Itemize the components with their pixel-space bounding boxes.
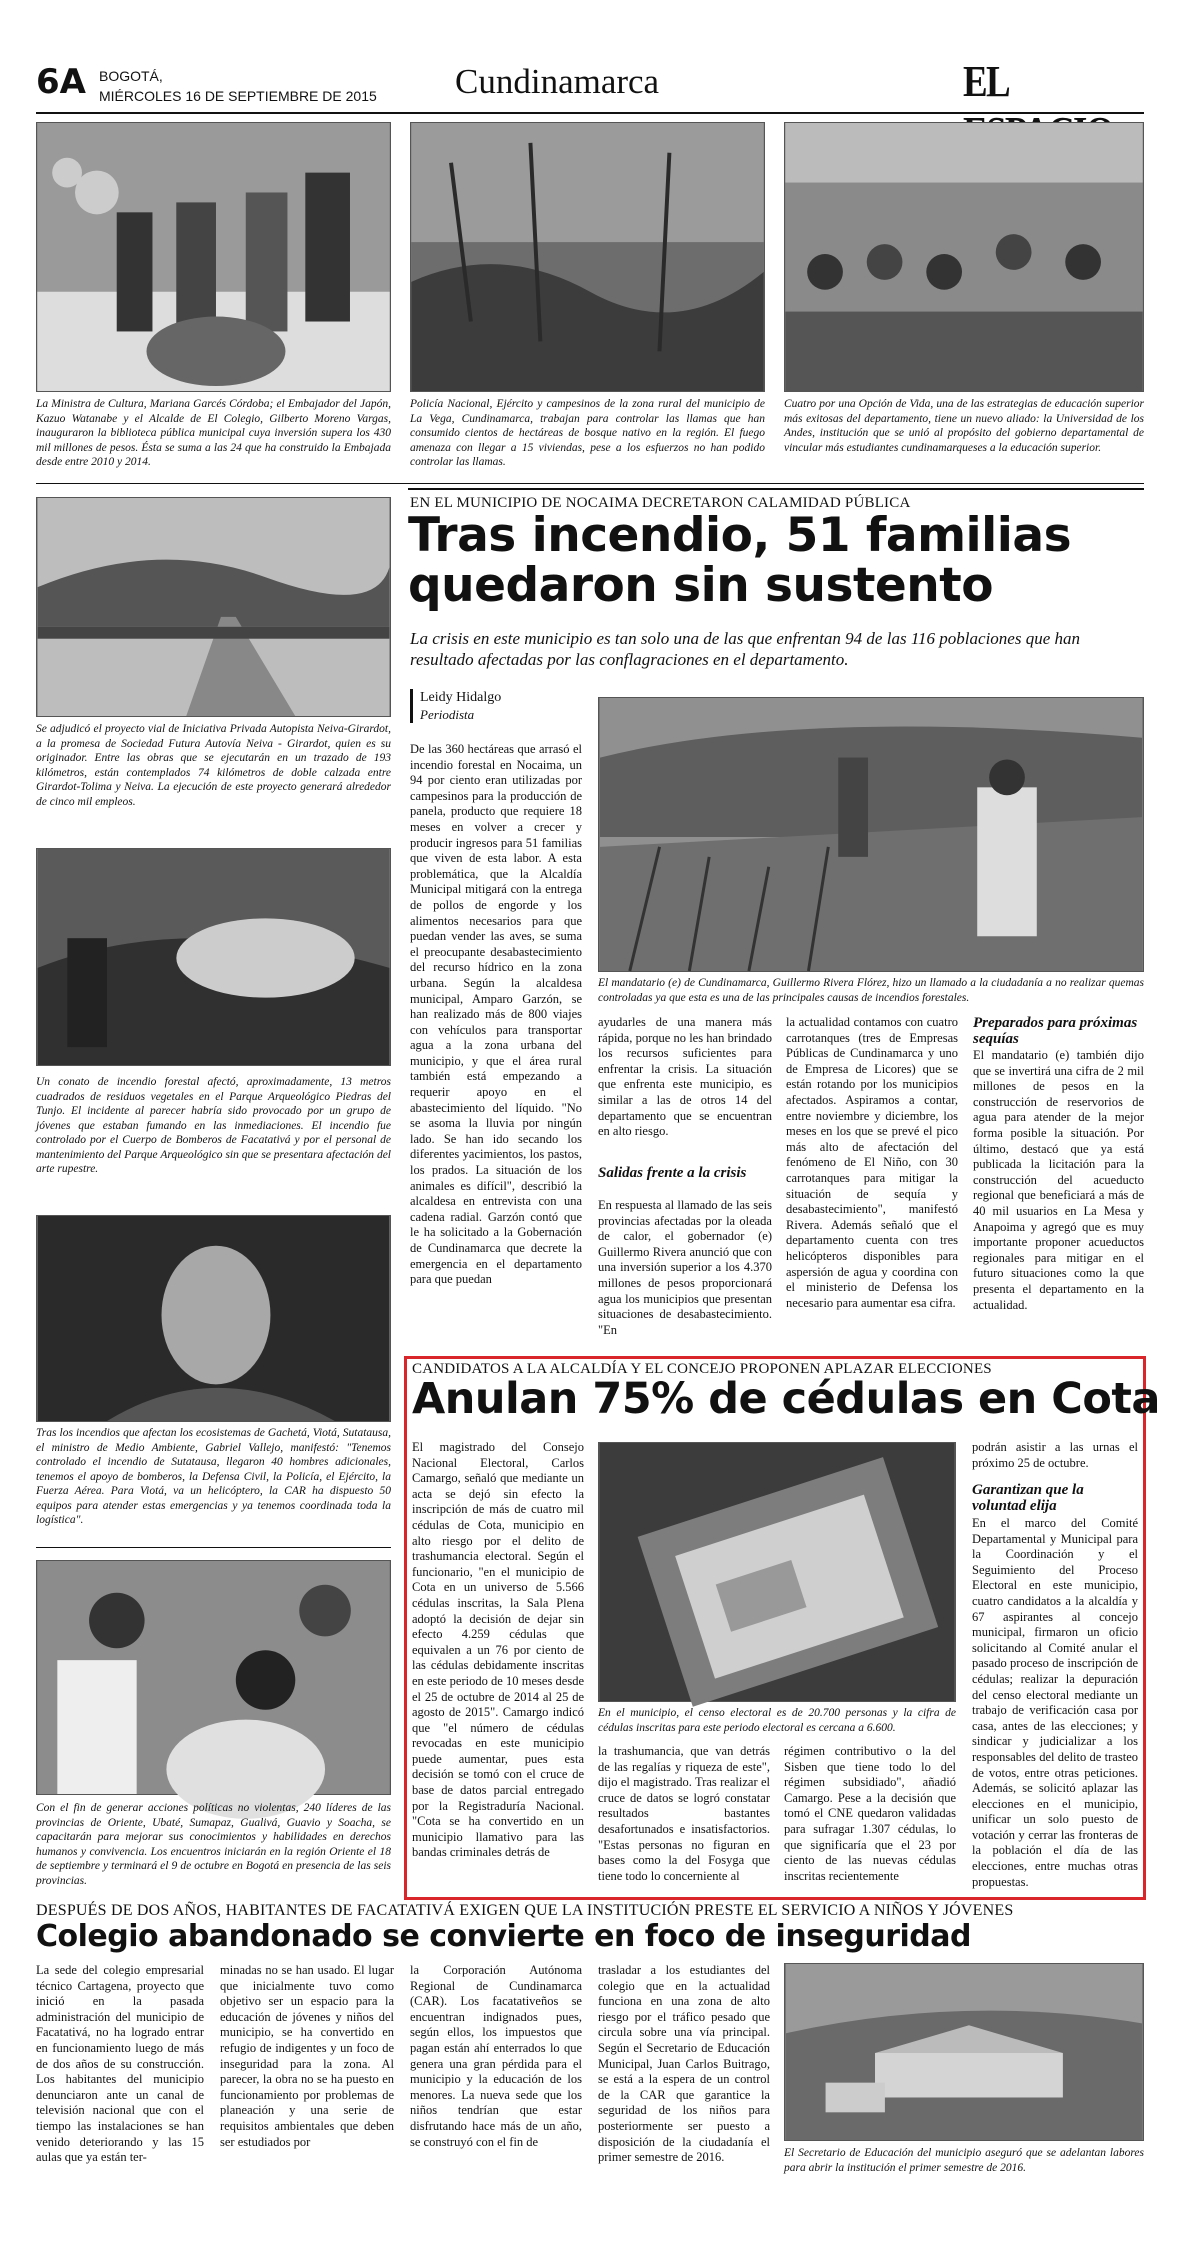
story1-headline-line1: Tras incendio, 51 familias [408,508,1072,563]
story1-col2: ayudarles de una manera más rápida, porque no les han brindado los recursos suficientes para enfrentar la crisis. La situación que enfrenta este municipio, es similar a las de otros 14 del departamento que se encuentran en alto riesgo. [598,1015,772,1139]
photo-forest-fire-lavega [410,122,765,392]
story1-col3: la actualidad contamos con cuatro carrotanques (tres de Empresas Públicas de Cundinamarca y uno de Empresa de Licores) que se están rotando por los municipios afectados. Aspiramos a contar, entre noviembre y diciembre, los meses en los que se prevé el pico más alto de afectación del fenómeno de El Niño, con 30 carrotanques para mitigar la situación de sequía y desabastecimiento", manifestó Rivera. Además señaló que el departamento cuenta con tres helicópteros disponibles para aspersión de agua y coordina con el ministerio de Defensa los necesario para aumentar esa cifra. [786,1015,958,1310]
story2-col3: régimen contributivo o la del Sisben que tiene todo lo del régimen subsidiado", añadió Camargo. Pese a la decisión que tomó el CNE quedaron validadas para sufragar 1.307 cédulas, lo que significaría que el 23 por ciento de las nuevas cédulas inscritas recientemente [784,1744,956,1883]
caption-andes: Cuatro por una Opción de Vida, una de las estrategias de educación superior más exitosas del departamento, tiene un nuevo aliado: la Universidad de los Andes, institución que se unió al propósito del gobierno departamental de vincular más estudiantes cundinamarqueses a la educación superior. [784,398,1144,454]
story3-col4: trasladar a los estudiantes del colegio que en la actualidad funciona en una zona de alto riesgo por el tráfico pesado que circula sobre una vía principal. Según el Secretario de Educación Municipal, Juan Carlos Buitrago, se está a la espera de un control de la CAR que garantice la seguridad de los niños para posteriormente ser puesto a disposición de la ciudadanía el primer semestre de 2016. [598,1963,770,2165]
story2-kicker: CANDIDATOS A LA ALCALDÍA Y EL CONCEJO PROPONEN APLAZAR ELECCIONES [412,1361,992,1377]
caption-highway: Se adjudicó el proyecto vial de Iniciativa Privada Autopista Neiva-Girardot, a la promesa de Sociedad Futura Autovía Neiva - Girardot, quien es su originador. Entre las obras que se ejecutarán en un trazado de 193 kilómetros, están contemplados 74 kilómetros de doble calzada entre Girardot-Tolima y Neiva. La ejecución de este proyecto generará alrededor de cinco mil empleos. [36,723,391,808]
story3-kicker: DESPUÉS DE DOS AÑOS, HABITANTES DE FACATATIVÁ EXIGEN QUE LA INSTITUCIÓN PRESTE EL SERVICIO A NIÑOS Y JÓVENES [36,1902,1014,1919]
photo-highway [36,497,391,717]
caption-cedulas: En el municipio, el censo electoral es de 20.700 personas y la cifra de cédulas inscritas para este periodo electoral es cercana a 6.600. [598,1707,956,1734]
photo-colegio-abandonado [784,1963,1144,2141]
story2-col2: la trashumancia, que van detrás de las regalías y riqueza de este", dijo el magistrado. Tras realizar el cruce de datos se logró constatar resultados bastantes desafortunados e insatisfactorios. "Estas personas no figuran en bases como la del Fosyga que tiene todo lo concerniente al [598,1744,770,1883]
story2-subhead: Garantizan que la voluntad elija [972,1482,1084,1514]
masthead: EL [963,57,1007,106]
story3-col2: minadas no se han usado. El lugar que inicialmente tuvo como objetivo ser un espacio para la educación de jóvenes y niños del municipio, se ha convertido en refugio de indigentes y un foco de inseguridad para la zona. Al parecer, la obra no se ha puesto en funcionamiento por problemas de planeación y una serie de requisitos ambientales que deben ser estudiados por [220,1963,394,2149]
header-city: BOGOTÁ, [99,68,163,84]
story1-top-rule [408,488,1144,490]
caption-leaders: Con el fin de generar acciones políticas no violentas, 240 líderes de las provincias de Oriente, Ubaté, Sumapaz, Gualivá, Guavio y Soacha, se capacitarán para mejorar sus conocimientos y habilidades en derechos humanos y convivencia. Los encuentros iniciarán en la región Oriente el 18 de septiembre y terminará el 9 de octubre en Bogotá en presencia de las seis provincias. [36,1802,391,1887]
story1-subhead-preparados: Preparados para próximas sequías [973,1015,1138,1047]
photo-students-andes [784,122,1144,392]
story1-subhead-salidas: Salidas frente a la crisis [598,1165,747,1181]
photo-library-inauguration [36,122,391,392]
section-title: Cundinamarca [455,62,660,101]
story3-col1: La sede del colegio empresarial técnico Cartagena, proyecto que inició en la pasada administración del municipio de Facatativá, no ha logrado entrar en funcionamiento luego de más de dos años de su construcción. Los habitantes del municipio denunciaron ante un canal de televisión nacional que con el tiempo las instalaciones se han venido deteriorando y las 15 aulas que ya están ter- [36,1963,204,2165]
story2-headline: Anulan 75% de cédulas en Cota [412,1374,1160,1424]
caption-rivera: El mandatario (e) de Cundinamarca, Guillermo Rivera Flórez, hizo un llamado a la ciudadanía a no realizar quemas controladas ya que esta es una de las principales causas de incendios forestales. [598,977,1144,1004]
story3-headline: Colegio abandonado se convierte en foco de inseguridad [36,1919,971,1954]
story1-col2b: En respuesta al llamado de las seis provincias afectadas por la oleada de calor, el gobernador (e) Guillermo Rivera anunció que con una inversión superior a los 4.370 millones de pesos proporcionará agua los municipios que presentan situaciones de desabastecimiento. "En [598,1198,772,1337]
caption-library: La Ministra de Cultura, Mariana Garcés Córdoba; el Embajador del Japón, Kazuo Watanabe y el Alcalde de El Colegio, Gilberto Moreno Vargas, inauguraron la biblioteca pública municipal cuya inversión supera los 430 mil millones de pesos. Ésta se suma a las 24 que ha construido la Embajada desde entre 2010 y 2014. [36,398,391,468]
caption-piedras-tunjo: Un conato de incendio forestal afectó, aproximadamente, 13 metros cuadrados de residuos vegetales en el Parque Arqueológico Piedras del Tunjo. El incidente al parecer habría sido provocado por un grupo de jóvenes que estaban fumando en las inmediaciones. El incendio fue controlado por el Cuerpo de Bomberos de Facatativá y por el personal de mantenimiento del Parque Arqueológico sin que se presentara afectación del arte rupestre. [36,1076,391,1175]
photo-cedulas [598,1442,956,1702]
story1-col1: De las 360 hectáreas que arrasó el incendio forestal en Nocaima, un 94 por ciento eran utilizadas por campesinos para la producción de panela, producto que requiere 18 meses en volver a crecer y producir ingresos para 51 familias que viven de esta labor. A esta problemática, que la Alcaldía Municipal mitigará con la entrega de pollos de engorde y los alimentos necesarios para que puedan vender las aves, se suma el preocupante desabastecimiento del recurso hídrico en la zona urbana. Según la alcaldesa municipal, Amparo Garzón, se han realizado más de 800 viajes con vehículos para transportar agua a la zona urbana del municipio, y que el área rural también está empezando a requerir apoyo en el abastecimiento del líquido. "No se asoma la lluvia por ningún lado. Se han ido secando los diferentes yacimientos, los pastos, los prados. La situación de los animales es difícil", describió la alcaldesa en entrevista con una cadena radial. Garzón contó que le ha solicitado a la Gobernación de Cundinamarca que decrete la emergencia en el departamento para que puedan [410,742,582,1287]
story1-headline-line2: quedaron sin sustento [408,558,994,613]
story1-col4: El mandatario (e) también dijo que se invertirá una cifra de 2 mil millones de pesos en la construcción de reservorios de agua para atender de la mejor forma posible la situación. Por último, destacó que ya está publicada la licitación para la construcción del acueducto regional que beneficiará a más de 40 mil usuarios en La Mesa y Anapoima y agregó que es muy importante proponer acueductos regionales para mitigar en el futuro situaciones como la que presenta el departamento en la actualidad. [973,1048,1144,1312]
story1-kicker: EN EL MUNICIPIO DE NOCAIMA DECRETARON CALAMIDAD PÚBLICA [410,495,911,511]
story1-author-role: Periodista [420,707,475,722]
left-rule [36,1547,391,1548]
header-rule [36,112,1144,114]
story2-col1: El magistrado del Consejo Nacional Electoral, Carlos Camargo, señaló que mediante un acta se dejó sin efecto la inscripción de más de cuatro mil cédulas de Cota, municipio en alto riesgo por el delito de trashumancia electoral. Según el funcionario, "en el municipio de Cota en un universo de 5.566 cédulas inscritas, la Sala Plena adoptó la decisión de dejar sin efecto 4.259 cédulas que equivalen a un 76 por ciento de las cédulas debidamente inscritas en este periodo de 10 meses desde el 25 de octubre de 2014 al 25 de agosto de 2015". Camargo indicó que "el número de cédulas revocadas en este municipio puede aumentar, pues esta decisión se tomó con el cruce de base de datos parcial entregado por la Registraduría Nacional. "Cota se ha convertido en un municipio llamativo para las bandas criminales detrás de [412,1440,584,1860]
caption-lavega-fire: Policía Nacional, Ejército y campesinos de la zona rural del municipio de La Vega, Cundinamarca, trabajan para controlar las llamas que han consumido cientos de hectáreas de bosque nativo en la región. El fuego amenaza con llegar a 15 viviendas, pese a los esfuerzos no han podido controlar las llamas. [410,398,765,468]
photo-piedras-tunjo-fire [36,848,391,1066]
story2-col4a: podrán asistir a las urnas el próximo 25 de octubre. [972,1440,1138,1470]
top-row-rule [36,483,1144,484]
photo-governor-rivera [598,697,1144,972]
story1-author: Leidy Hidalgo [420,690,502,705]
header-date: MIÉRCOLES 16 DE SEPTIEMBRE DE 2015 [99,88,377,104]
story2-col4b: En el marco del Comité Departamental y Municipal para la Coordinación y el Seguimiento del Proceso Electoral en este municipio, cuatro candidatos a la alcaldía y 67 aspirantes al concejo municipal, firmaron un oficio solicitando al Comité anular el pasado proceso de inscripción de cédulas; realizar la depuración del censo electoral mediante un trabajo de verificación casa por casa, antes de las elecciones; y sindicar y judicializar a los responsables del delito de trasteo de votos, entre otras peticiones. Además, se solicitó aplazar las elecciones en el municipio, unificar un solo puesto de votación y cerrar las fronteras de la población el día de las elecciones, entre muchas otras propuestas. [972,1516,1138,1889]
photo-leaders-training [36,1560,391,1795]
caption-colegio: El Secretario de Educación del municipio aseguró que se adelantan labores para abrir la institución el primer semestre de 2016. [784,2147,1144,2174]
caption-minister: Tras los incendios que afectan los ecosistemas de Gachetá, Viotá, Sutatausa, el ministro de Medio Ambiente, Gabriel Vallejo, manifestó: "Tenemos controlado el incendio de Sutatausa, llegaron 40 hombres adicionales, tenemos el apoyo de bomberos, la Defensa Civil, la Policía, el Ejército, la Fuerza Aérea. Para Viotá, va un helicóptero, la CAR ha dispuesto 50 equipos para atender estas emergencias y ya tenemos coordinada toda la logística". [36,1427,391,1526]
photo-minister-vallejo [36,1215,391,1422]
page-number: 6A [36,62,86,102]
byline-bar [410,689,413,723]
story3-col3: la Corporación Autónoma Regional de Cundinamarca (CAR). Los facatativeños se encuentran indignados pues, según ellos, los impuestos que pagan están ahí enterrados lo que genera una gran pérdida para el municipio y la educación de los menores. La nueva sede que los niños tendrían que estar disfrutando hace más de un año, se construyó con el fin de [410,1963,582,2149]
story1-deck: La crisis en este municipio es tan solo una de las que enfrentan 94 de las 116 poblaciones que han resultado afectadas por las conflagraciones en el departamento. [410,629,1081,669]
